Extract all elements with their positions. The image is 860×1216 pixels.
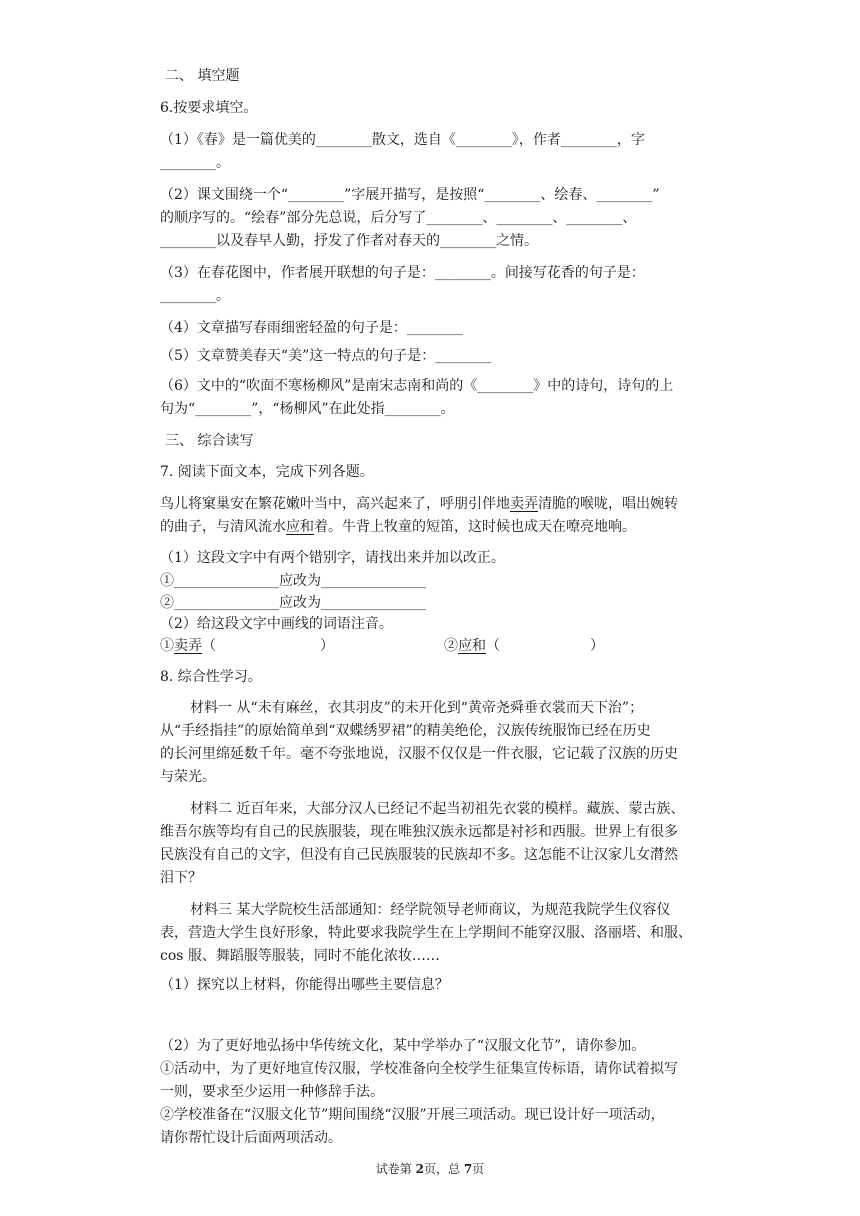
material-2-line: 维吾尔族等均有自己的民族服装，现在唯独汉族永远都是衬衫和西服。世界上有很多 [160,824,678,840]
page-footer: 试卷第 2页，总 7页 [375,1162,485,1176]
question-8-sub-2: （2）为了更好地弘扬中华传统文化，某中学举办了“汉服文化节”，请你参加。 [160,1038,646,1054]
section-heading-fill-blank: 二、 填空题 [165,68,240,84]
question-7-passage-line: 鸟儿将窠巢安在繁花嫩叶当中，高兴起来了，呼朋引伴地卖弄清脆的喉咙，唱出婉转 [160,496,678,512]
material-1-line: 与荣光。 [160,769,216,785]
question-7-sub-2: （2）给这段文字中画线的词语注音。 [160,616,393,632]
material-1-line: 的长河里绵延数千年。毫不夸张地说，汉服不仅仅是一件衣服，它记载了汉族的历史 [160,746,678,762]
material-3-line: cos 服、舞蹈服等服装，同时不能化浓妆…… [160,948,440,964]
question-7-sub-1: （1）这段文字中有两个错别字，请找出来并加以改正。 [160,550,505,566]
material-1-line: 材料一 从“未有麻丝，衣其羽皮”的未开化到“黄帝尧舜垂衣裳而天下治”； [190,700,644,716]
underlined-word-maino: 卖弄 [510,496,538,512]
question-6-line: （6）文中的“吹面不寒杨柳风”是南宋志南和尚的《________》中的诗句，诗句的上 [160,378,674,394]
question-8-sub-2a: ①活动中，为了更好地宣传汉服，学校准备向全校学生征集宣传标语，请你试着拟写 [160,1061,678,1077]
question-7-pinyin-line: ①卖弄（ ） ②应和（ ） [160,638,604,654]
question-7-answer-1: ①_______________应改为_______________ [160,573,426,589]
question-6-line: ________。 [160,155,230,171]
question-8-sub-2b: 请你帮忙设计后面两项活动。 [160,1130,342,1146]
question-8-title: 8. 综合性学习。 [160,669,262,685]
material-3-line: 材料三 某大学院校生活部通知：经学院领导老师商议，为规范我院学生仪容仪 [190,902,671,918]
question-8-sub-1: （1）探究以上材料，你能得出哪些主要信息？ [160,977,449,993]
page-number: 2 [415,1162,424,1176]
question-6-line: （5）文章赞美春天“美”这一特点的句子是：________ [160,348,492,364]
pinyin-word-1: 卖弄 [174,638,202,654]
question-7-passage-line: 的曲子，与清风流水应和着。牛背上牧童的短笛，这时候也成天在嘹亮地响。 [160,519,636,535]
question-7-answer-2: ②_______________应改为_______________ [160,595,426,611]
material-1-line: 从“手经指挂”的原始简单到“双蝶绣罗裙”的精美绝伦，汉族传统服饰已经在历史 [160,723,651,739]
question-6-line: 句为“________”，“杨柳风”在此处指________。 [160,401,455,417]
material-3-line: 表，营造大学生良好形象，特此要求我院学生在上学期间不能穿汉服、洛丽塔、和服、 [160,925,692,941]
question-8-sub-2b: ②学校准备在“汉服文化节”期间围绕“汉服”开展三项活动。现已设计好一项活动， [160,1107,665,1123]
question-6-line: 的顺序写的。“绘春”部分先总说，后分写了________、________、________、 [160,210,637,226]
question-8-sub-2a: 一则，要求至少运用一种修辞手法。 [160,1084,384,1100]
question-6-line: ________以及春早人勤，抒发了作者对春天的________之情。 [160,233,538,249]
question-6-title: 6.按要求填空。 [160,100,258,116]
page-total: 7 [463,1162,473,1176]
question-6-line: （1）《春》是一篇优美的________散文，选自《________》，作者________，字 [160,132,645,148]
pinyin-word-2: 应和 [458,638,486,654]
section-heading-reading-writing: 三、 综合读写 [165,433,254,449]
material-2-line: 民族没有自己的文字，但没有自己民族服装的民族却不多。这怎能不让汉家儿女潸然 [160,847,678,863]
question-6-line: （3）在春花图中，作者展开联想的句子是：________。间接写花香的句子是： [160,265,645,281]
question-7-title: 7. 阅读下面文本，完成下列各题。 [160,464,374,480]
underlined-word-yinghe: 应和 [286,519,314,535]
question-6-line: ________。 [160,288,230,304]
material-2-line: 材料二 近百年来，大部分汉人已经记不起当初祖先衣裳的模样。藏族、蒙古族、 [190,801,685,817]
question-6-line: （2）课文围绕一个“________”字展开描写，是按照“________、绘春、________” [160,187,660,203]
question-6-line: （4）文章描写春雨细密轻盈的句子是：________ [160,320,463,336]
material-2-line: 泪下？ [160,870,202,886]
